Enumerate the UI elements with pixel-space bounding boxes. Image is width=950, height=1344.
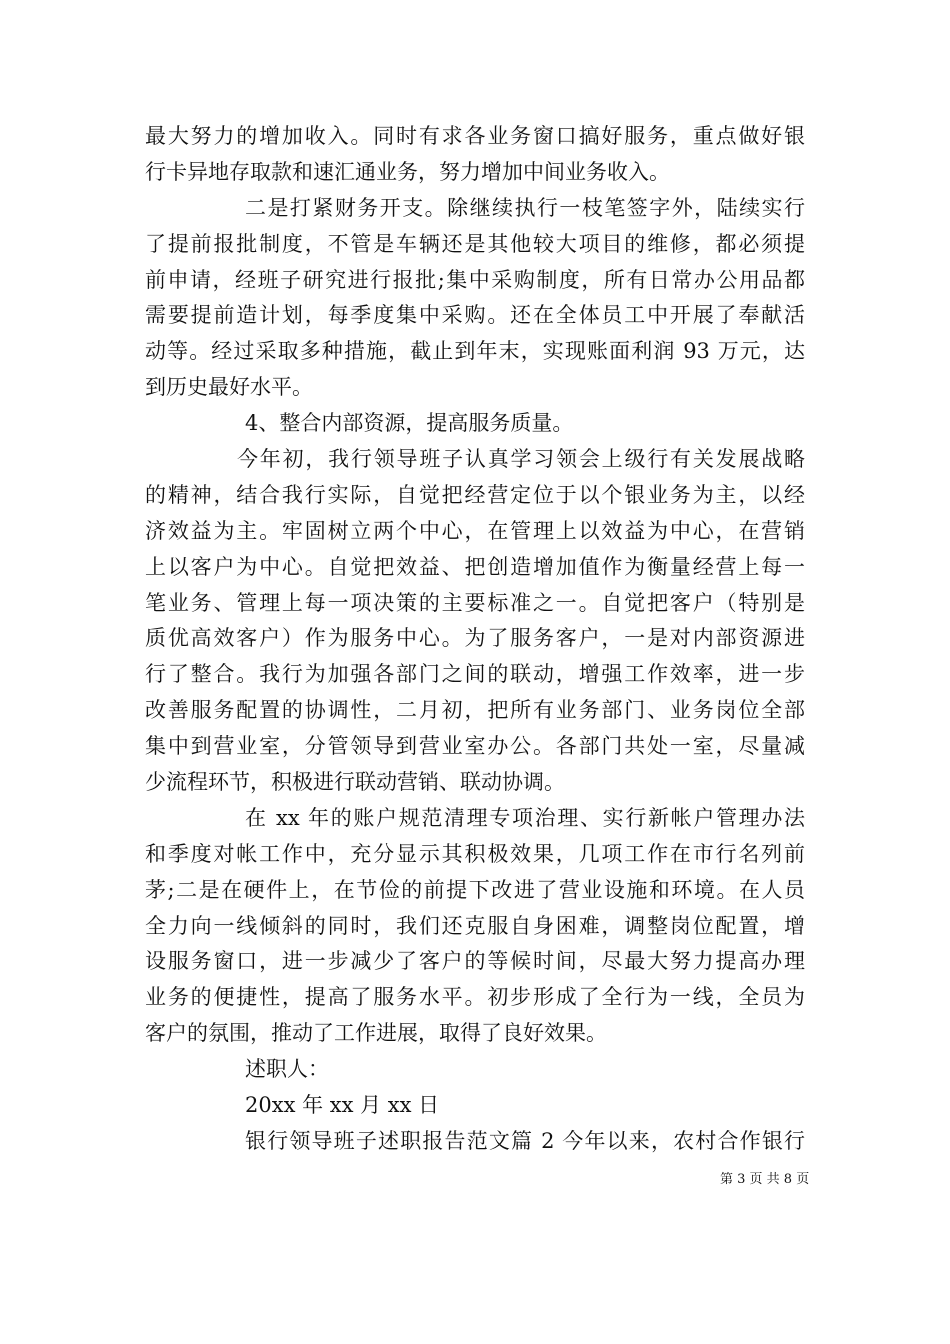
text-line: 设服务窗口，进一步减少了客户的等候时间，尽最大努力提高办理 [145, 949, 805, 974]
text-line: 行卡异地存取款和速汇通业务，努力增加中间业务收入。 [145, 159, 670, 184]
text-line: 需要提前造计划，每季度集中采购。还在全体员工中开展了奉献活 [145, 303, 805, 328]
document-body [145, 119, 805, 1160]
text-line: 二是打紧财务开支。除继续执行一枝笔签字外，陆续实行 [245, 195, 805, 220]
text-line: 济效益为主。牢固树立两个中心，在管理上以效益为中心，在营销 [145, 518, 805, 543]
text-line: 笔业务、管理上每一项决策的主要标准之一。自觉把客户（特别是 [145, 590, 805, 615]
text-line: 和季度对帐工作中，充分显示其积极效果，几项工作在市行名列前 [145, 841, 805, 866]
text-line: 少流程环节，积极进行联动营销、联动协调。 [145, 770, 565, 795]
text-line: 客户的氛围，推动了工作进展，取得了良好效果。 [145, 1021, 607, 1046]
text-line: 全力向一线倾斜的同时，我们还克服自身困难，调整岗位配置，增 [145, 913, 805, 938]
text-line: 上以客户为中心。自觉把效益、把创造增加值作为衡量经营上每一 [145, 554, 805, 579]
page-number: 第 3 页 共 8 页 [720, 1172, 810, 1187]
text-line: 业务的便捷性，提高了服务水平。初步形成了全行为一线，全员为 [145, 985, 805, 1010]
text-line: 集中到营业室，分管领导到营业室办公。各部门共处一室，尽量减 [145, 734, 805, 759]
text-line: 述职人： [245, 1057, 329, 1082]
text-line: 质优高效客户）作为服务中心。为了服务客户，一是对内部资源进 [145, 626, 805, 651]
text-line: 今年初，我行领导班子认真学习领会上级行有关发展战略 [237, 447, 805, 472]
text-line: 行了整合。我行为加强各部门之间的联动，增强工作效率，进一步 [145, 662, 805, 687]
text-line: 到历史最好水平。 [145, 375, 313, 400]
text-line: 最大努力的增加收入。同时有求各业务窗口搞好服务，重点做好银 [145, 124, 805, 148]
text-line: 20xx 年 xx 月 xx 日 [245, 1093, 440, 1118]
text-line: 的精神，结合我行实际，自觉把经营定位于以个银业务为主，以经 [145, 482, 805, 507]
text-line: 改善服务配置的协调性，二月初，把所有业务部门、业务岗位全部 [145, 698, 805, 723]
text-line: 了提前报批制度，不管是车辆还是其他较大项目的维修，都必须提 [145, 231, 805, 256]
text-line: 前申请，经班子研究进行报批;集中采购制度，所有日常办公用品都 [145, 267, 805, 292]
text-line: 在 xx 年的账户规范清理专项治理、实行新帐户管理办法 [245, 805, 805, 830]
text-line: 动等。经过采取多种措施，截止到年末，实现账面利润 93 万元，达 [145, 339, 805, 364]
text-line: 茅;二是在硬件上，在节俭的前提下改进了营业设施和环境。在人员 [145, 877, 805, 902]
text-line: 银行领导班子述职报告范文篇 2 今年以来，农村合作银行 [245, 1128, 805, 1153]
text-line: 4、整合内部资源，提高服务质量。 [245, 411, 574, 436]
